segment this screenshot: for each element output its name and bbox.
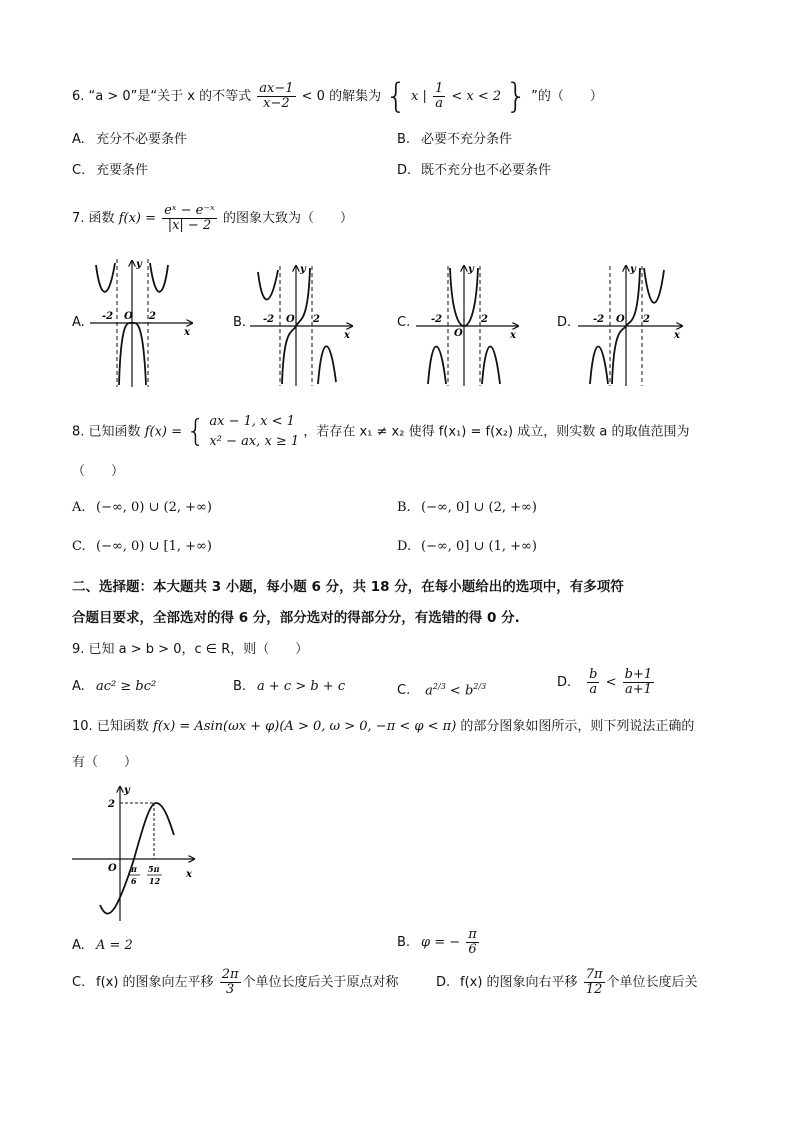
option-text: 充分不必要条件 xyxy=(96,132,188,147)
q9-c-exp: 2/3 xyxy=(473,682,487,691)
q10-d-frac xyxy=(584,968,605,997)
x-tick1-den: 6 xyxy=(131,876,137,886)
option-label: D. xyxy=(397,539,412,554)
q10-func: f(x) = Asin(ωx + φ)(A > 0, ω > 0, −π < φ < π) xyxy=(152,719,457,734)
q10-text-pre: 已知函数 xyxy=(96,719,149,734)
q8-text-pre: 已知函数 xyxy=(88,424,141,440)
q6-stem xyxy=(72,76,603,117)
q7-graph-c[interactable] xyxy=(414,262,524,388)
q8-text-post: ，若存在 x₁ ≠ x₂ 使得 f(x₁) = f(x₂) 成立，则实数 a 的取值范围为 xyxy=(303,424,690,440)
frac-num: π xyxy=(468,927,477,942)
option-text-post: 个单位长度后关于原点对称 xyxy=(242,975,399,990)
q7-graph-a[interactable] xyxy=(88,257,198,389)
q6-set-brace-right: } xyxy=(505,76,527,117)
q8-brace: { xyxy=(186,414,206,449)
frac-den: 12 xyxy=(585,982,603,997)
q8-number: 8. xyxy=(72,424,85,440)
frac-den: 3 xyxy=(225,982,235,997)
q7-text-pre: 函数 xyxy=(88,211,115,226)
q9-option-d[interactable] xyxy=(557,668,656,697)
option-label: C. xyxy=(397,683,411,699)
y-axis-label: y xyxy=(124,785,130,796)
q10-option-d[interactable] xyxy=(436,968,698,997)
q7-number: 7. xyxy=(72,211,85,226)
option-label: A. xyxy=(72,315,85,330)
option-text: ac² ≥ bc² xyxy=(96,679,157,694)
q6-set-num: 1 xyxy=(434,81,444,96)
q6-frac-num: ax−1 xyxy=(259,81,294,96)
tick-pos-label: 2 xyxy=(313,314,320,325)
q8-func: f(x) = xyxy=(144,424,183,440)
option-label: A. xyxy=(72,132,85,147)
q6-option-c[interactable] xyxy=(72,162,148,180)
q9-c-rhs: b xyxy=(464,683,474,699)
x-tick2-num: 5π xyxy=(148,864,160,874)
curve-right xyxy=(644,268,664,303)
origin-label: O xyxy=(454,328,463,339)
frac-den: a xyxy=(589,682,598,697)
q6-text-mid: < 0 的解集为 xyxy=(301,89,382,104)
option-label: B. xyxy=(397,132,411,147)
q10-text-post: 的部分图象如图所示，则下列说法正确的 xyxy=(460,719,695,734)
option-label: A. xyxy=(72,938,85,953)
option-label: D. xyxy=(557,675,572,690)
y-tick-label: 2 xyxy=(108,799,115,810)
curve-left xyxy=(428,347,446,385)
option-label: C. xyxy=(72,163,86,178)
q7-text-post: 的图象大致为（ ） xyxy=(222,211,353,226)
q10-option-b[interactable] xyxy=(397,928,481,957)
q7-option-d[interactable] xyxy=(557,314,571,332)
option-text-pre: f(x) 的图象向右平移 xyxy=(460,975,578,990)
q6-set-brace-left: { xyxy=(385,76,407,117)
option-text: 既不充分也不必要条件 xyxy=(421,163,552,178)
q6-option-a[interactable] xyxy=(72,131,187,149)
y-axis-label: y xyxy=(468,264,474,275)
q7-func: f(x) = xyxy=(118,211,157,226)
option-text-post: 个单位长度后关 xyxy=(606,975,698,990)
q6-frac-den: x−2 xyxy=(263,96,290,111)
y-axis-label: y xyxy=(300,264,306,275)
q6-text-pre: “a > 0”是“关于 x 的不等式 xyxy=(88,89,252,104)
q8-paren: （ ） xyxy=(72,464,125,479)
q9-option-c[interactable] xyxy=(397,678,486,700)
tick-neg-label: -2 xyxy=(431,314,443,325)
q10-option-a[interactable] xyxy=(72,937,133,955)
tick-pos-label: 2 xyxy=(481,314,488,325)
q7-fraction xyxy=(162,204,217,233)
q10-graph xyxy=(70,783,200,923)
curve-right xyxy=(318,346,336,384)
q9-number: 9. xyxy=(72,642,85,657)
q9-c-lhs: a xyxy=(425,683,433,699)
q7-option-c[interactable] xyxy=(397,314,410,332)
q10-b-frac xyxy=(466,928,479,957)
q10-stem xyxy=(72,718,694,736)
q9-d-frac1 xyxy=(587,668,599,697)
q6-text-post: ”的（ ） xyxy=(531,89,603,104)
option-text: 必要不充分条件 xyxy=(421,132,513,147)
q10-number: 10. xyxy=(72,719,93,734)
q7-graph-d[interactable] xyxy=(576,262,688,388)
x-axis-label: x xyxy=(510,330,516,341)
option-label: D. xyxy=(397,163,412,178)
option-label: B. xyxy=(397,935,411,950)
section2-line1: 二、选择题：本大题共 3 小题，每小题 6 分，共 18 分，在每小题给出的选项中，有多项符 xyxy=(72,579,624,595)
origin-label: O xyxy=(124,311,133,322)
option-label: D. xyxy=(557,315,572,330)
option-text-pre: f(x) 的图象向左平移 xyxy=(96,975,214,990)
frac-num: b+1 xyxy=(624,667,653,682)
option-label: B. xyxy=(233,679,247,694)
option-label: B. xyxy=(233,315,247,330)
q7-frac-den: |x| − 2 xyxy=(167,218,212,233)
x-axis-label: x xyxy=(184,327,190,338)
option-text: A = 2 xyxy=(96,938,133,953)
option-label: C. xyxy=(72,539,86,554)
origin-label: O xyxy=(616,314,625,325)
option-label: A. xyxy=(72,500,86,515)
frac-den: 6 xyxy=(468,942,477,957)
q10-option-c[interactable] xyxy=(72,968,399,997)
q6-option-d[interactable] xyxy=(397,162,551,180)
q8-option-a[interactable] xyxy=(72,499,212,517)
tick-pos-label: 2 xyxy=(149,311,156,322)
q9-option-b[interactable] xyxy=(233,678,345,696)
q6-set-pre: x | xyxy=(411,89,427,104)
q10-c-frac xyxy=(220,968,241,997)
option-label: B. xyxy=(397,500,411,515)
x-axis-label: x xyxy=(344,330,350,341)
q6-number: 6. xyxy=(72,89,85,104)
q9-stem xyxy=(72,641,308,659)
option-text: 充要条件 xyxy=(96,163,149,178)
q7-frac-num: eˣ − e⁻ˣ xyxy=(164,203,215,218)
curve-left xyxy=(96,263,115,292)
q9-c-exp: 2/3 xyxy=(432,682,446,691)
curve-right xyxy=(150,263,168,292)
sine-curve xyxy=(100,803,174,914)
q8-option-d[interactable] xyxy=(397,538,537,556)
tick-neg-label: -2 xyxy=(102,311,114,322)
q8-cases xyxy=(209,412,299,452)
q9-d-frac2 xyxy=(623,668,655,697)
q7-option-b[interactable] xyxy=(233,314,246,332)
q9-c-rel: < xyxy=(449,683,461,699)
curve-left xyxy=(590,347,608,385)
option-label: D. xyxy=(436,975,451,990)
option-text: (−∞, 0] ∪ (1, +∞) xyxy=(421,539,537,554)
option-text: a + c > b + c xyxy=(257,679,346,694)
x-tick1-num: π xyxy=(131,864,137,874)
option-label: A. xyxy=(72,679,85,694)
section2-line2: 合题目要求，全部选对的得 6 分，部分选对的得部分分，有选错的得 0 分. xyxy=(72,610,520,626)
origin-label: O xyxy=(108,863,117,874)
q6-set-den: a xyxy=(435,96,443,111)
q6-set-post: < x < 2 xyxy=(451,89,502,104)
option-text: (−∞, 0) ∪ [1, +∞) xyxy=(96,539,212,554)
tick-neg-label: -2 xyxy=(263,314,275,325)
option-label: C. xyxy=(72,975,86,990)
y-axis-label: y xyxy=(630,264,636,275)
q9-d-rel: < xyxy=(605,675,617,690)
q9-text: 已知 a > b > 0，c ∈ R，则（ ） xyxy=(88,642,309,657)
frac-num: b xyxy=(589,667,598,682)
tick-neg-label: -2 xyxy=(593,314,605,325)
q7-stem xyxy=(72,204,353,233)
q7-option-a[interactable] xyxy=(72,314,85,332)
frac-den: a+1 xyxy=(624,682,652,697)
q9-option-a[interactable] xyxy=(72,678,156,696)
curve-right xyxy=(482,347,500,385)
frac-num: 7π xyxy=(585,967,603,982)
frac-num: 2π xyxy=(221,967,239,982)
option-text: φ = − xyxy=(421,935,461,950)
option-text: (−∞, 0) ∪ (2, +∞) xyxy=(96,500,212,515)
option-text: (−∞, 0] ∪ (2, +∞) xyxy=(421,500,537,515)
q8-case-1: ax − 1, x < 1 xyxy=(209,414,295,429)
q8-option-c[interactable] xyxy=(72,538,212,556)
q8-stem xyxy=(72,412,689,452)
x-tick2-den: 12 xyxy=(149,876,161,886)
origin-label: O xyxy=(286,314,295,325)
x-axis-label: x xyxy=(186,869,192,880)
x-axis-label: x xyxy=(674,330,680,341)
q6-fraction xyxy=(257,82,295,111)
q10-stem-line2: 有（ ） xyxy=(72,755,138,770)
q6-set-fraction xyxy=(433,82,445,111)
curve-left xyxy=(258,270,278,300)
tick-pos-label: 2 xyxy=(643,314,650,325)
y-axis-label: y xyxy=(136,259,142,270)
q8-case-2: x² − ax, x ≥ 1 xyxy=(209,434,300,449)
option-label: C. xyxy=(397,315,411,330)
q7-graph-b[interactable] xyxy=(248,262,358,388)
q8-option-b[interactable] xyxy=(397,499,537,517)
q6-option-b[interactable] xyxy=(397,131,512,149)
